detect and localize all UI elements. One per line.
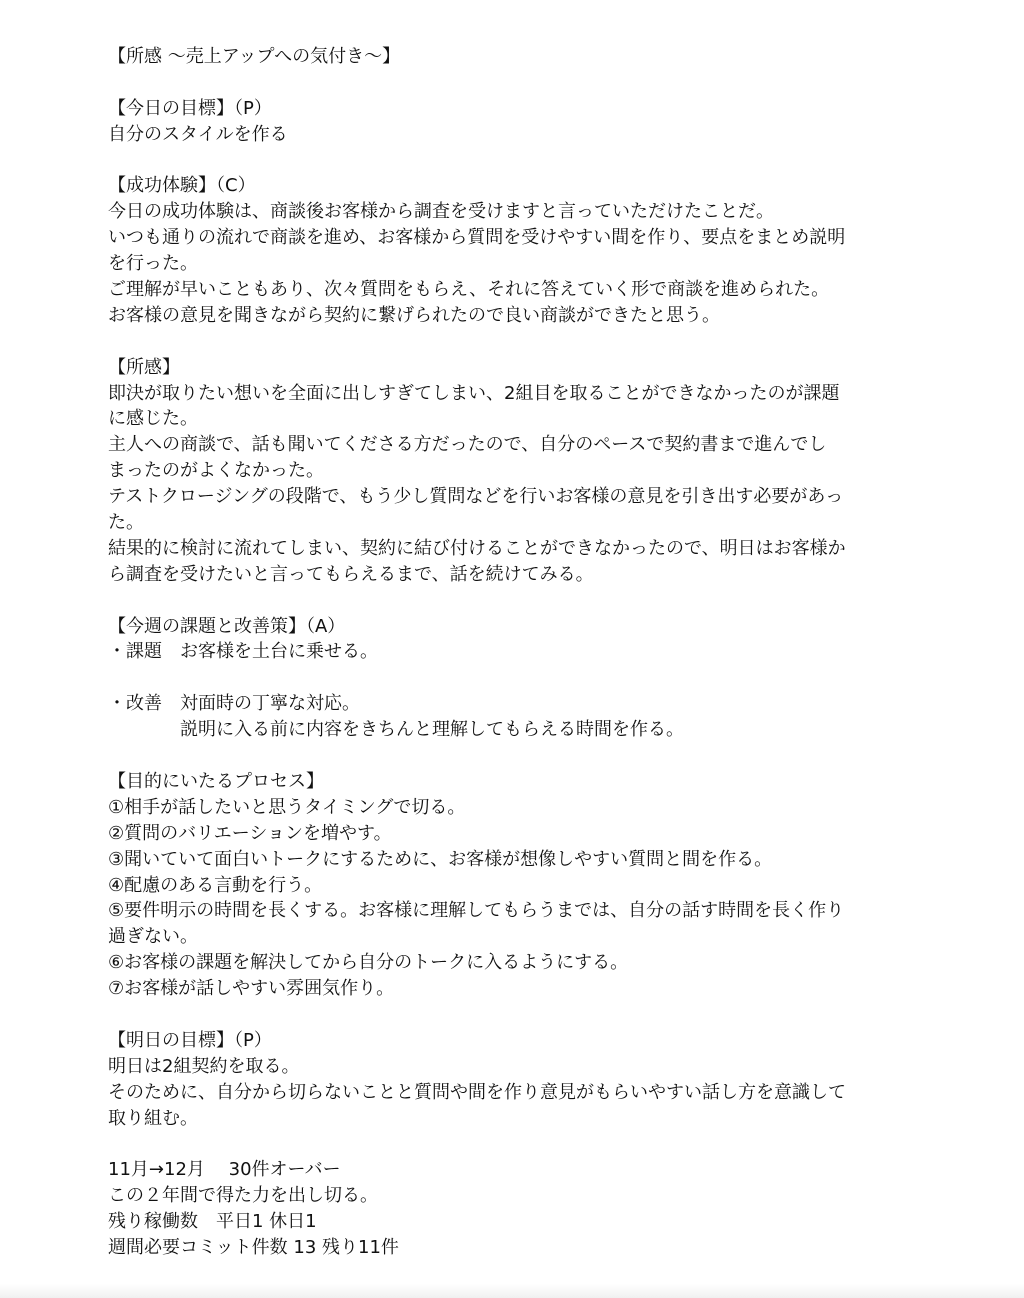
document-line: 明日は2組契約を取る。 (108, 1055, 300, 1077)
document-line: に感じた。 (108, 408, 198, 430)
document-line: ②質問のバリエーションを増やす。 (108, 822, 392, 844)
blank-line (108, 665, 928, 691)
document-line: 取り組む。 (108, 1107, 198, 1129)
document-page (108, 44, 928, 1261)
document-line: そのために、自分から切らないことと質問や間を作り意見がもらいやすい話し方を意識して (108, 1081, 846, 1103)
document-line: 説明に入る前に内容をきちんと理解してもらえる時間を作る。 (108, 719, 684, 741)
document-line: 【明日の目標】（P） (108, 1029, 272, 1051)
document-line: 残り稼働数 平日1 休日1 (108, 1211, 317, 1233)
document-line: 【今日の目標】（P） (108, 97, 272, 119)
document-line: ら調査を受けたいと言ってもらえるまで、話を続けてみる。 (108, 563, 594, 585)
document-line: 週間必要コミット件数 13 残り11件 (108, 1236, 399, 1258)
document-line: ・課題 お客様を土台に乗せる。 (108, 641, 378, 663)
document-line: ③聞いていて面白いトークにするために、お客様が想像しやすい質問と間を作る。 (108, 848, 773, 870)
document-line: テストクロージングの段階で、もう少し質問などを行いお客様の意見を引き出す必要があっ (108, 486, 844, 508)
document-line: 自分のスタイルを作る (108, 123, 288, 145)
document-line: いつも通りの流れで商談を進め、お客様から質問を受けやすい間を作り、要点をまとめ説明 (108, 227, 846, 249)
document-line: 過ぎない。 (108, 926, 198, 948)
document-line: まったのがよくなかった。 (108, 460, 324, 482)
blank-line (108, 70, 928, 96)
blank-line (108, 329, 928, 355)
document-line: 【目的にいたるプロセス】 (108, 770, 324, 792)
document-line: ⑦お客様が話しやすい雰囲気作り。 (108, 978, 395, 1000)
document-line: 【今週の課題と改善策】（A） (108, 615, 346, 637)
document-line: ⑥お客様の課題を解決してから自分のトークに入るようにする。 (108, 952, 629, 974)
document-line: た。 (108, 512, 144, 534)
document-line: お客様の意見を聞きながら契約に繋げられたので良い商談ができたと思う。 (108, 304, 720, 326)
blank-line (108, 148, 928, 174)
document-line: ①相手が話したいと思うタイミングで切る。 (108, 796, 466, 818)
document-line: ⑤要件明示の時間を長くする。お客様に理解してもらうまでは、自分の話す時間を長く作り (108, 900, 845, 922)
document-line: ・改善 対面時の丁寧な対応。 (108, 693, 360, 715)
document-line: ご理解が早いこともあり、次々質問をもらえ、それに答えていく形で商談を進められた。 (108, 279, 830, 301)
blank-line (108, 1002, 928, 1028)
blank-line (108, 743, 928, 769)
document-line: 【所感】 (108, 356, 180, 378)
document-line: 今日の成功体験は、商談後お客様から調査を受けますと言っていただけたことだ。 (108, 201, 774, 223)
document-line: 主人への商談で、話も聞いてくださる方だったので、自分のペースで契約書まで進んでし (108, 434, 827, 456)
document-line: この２年間で得た力を出し切る。 (108, 1185, 378, 1207)
blank-line (108, 1131, 928, 1157)
blank-line (108, 588, 928, 614)
document-line: ④配慮のある言動を行う。 (108, 874, 323, 896)
document-line: 結果的に検討に流れてしまい、契約に結び付けることができなかったので、明日はお客様か (108, 537, 846, 559)
page-bottom-shadow (0, 1284, 1024, 1298)
document-line: 11月→12月 30件オーバー (108, 1159, 341, 1181)
document-line: 即決が取りたい想いを全面に出しすぎてしまい、2組目を取ることができなかったのが課題 (108, 382, 840, 404)
document-line: 【成功体験】（C） (108, 175, 256, 197)
document-line: 【所感 〜売上アップへの気付き〜】 (108, 46, 401, 67)
document-line: を行った。 (108, 253, 198, 275)
